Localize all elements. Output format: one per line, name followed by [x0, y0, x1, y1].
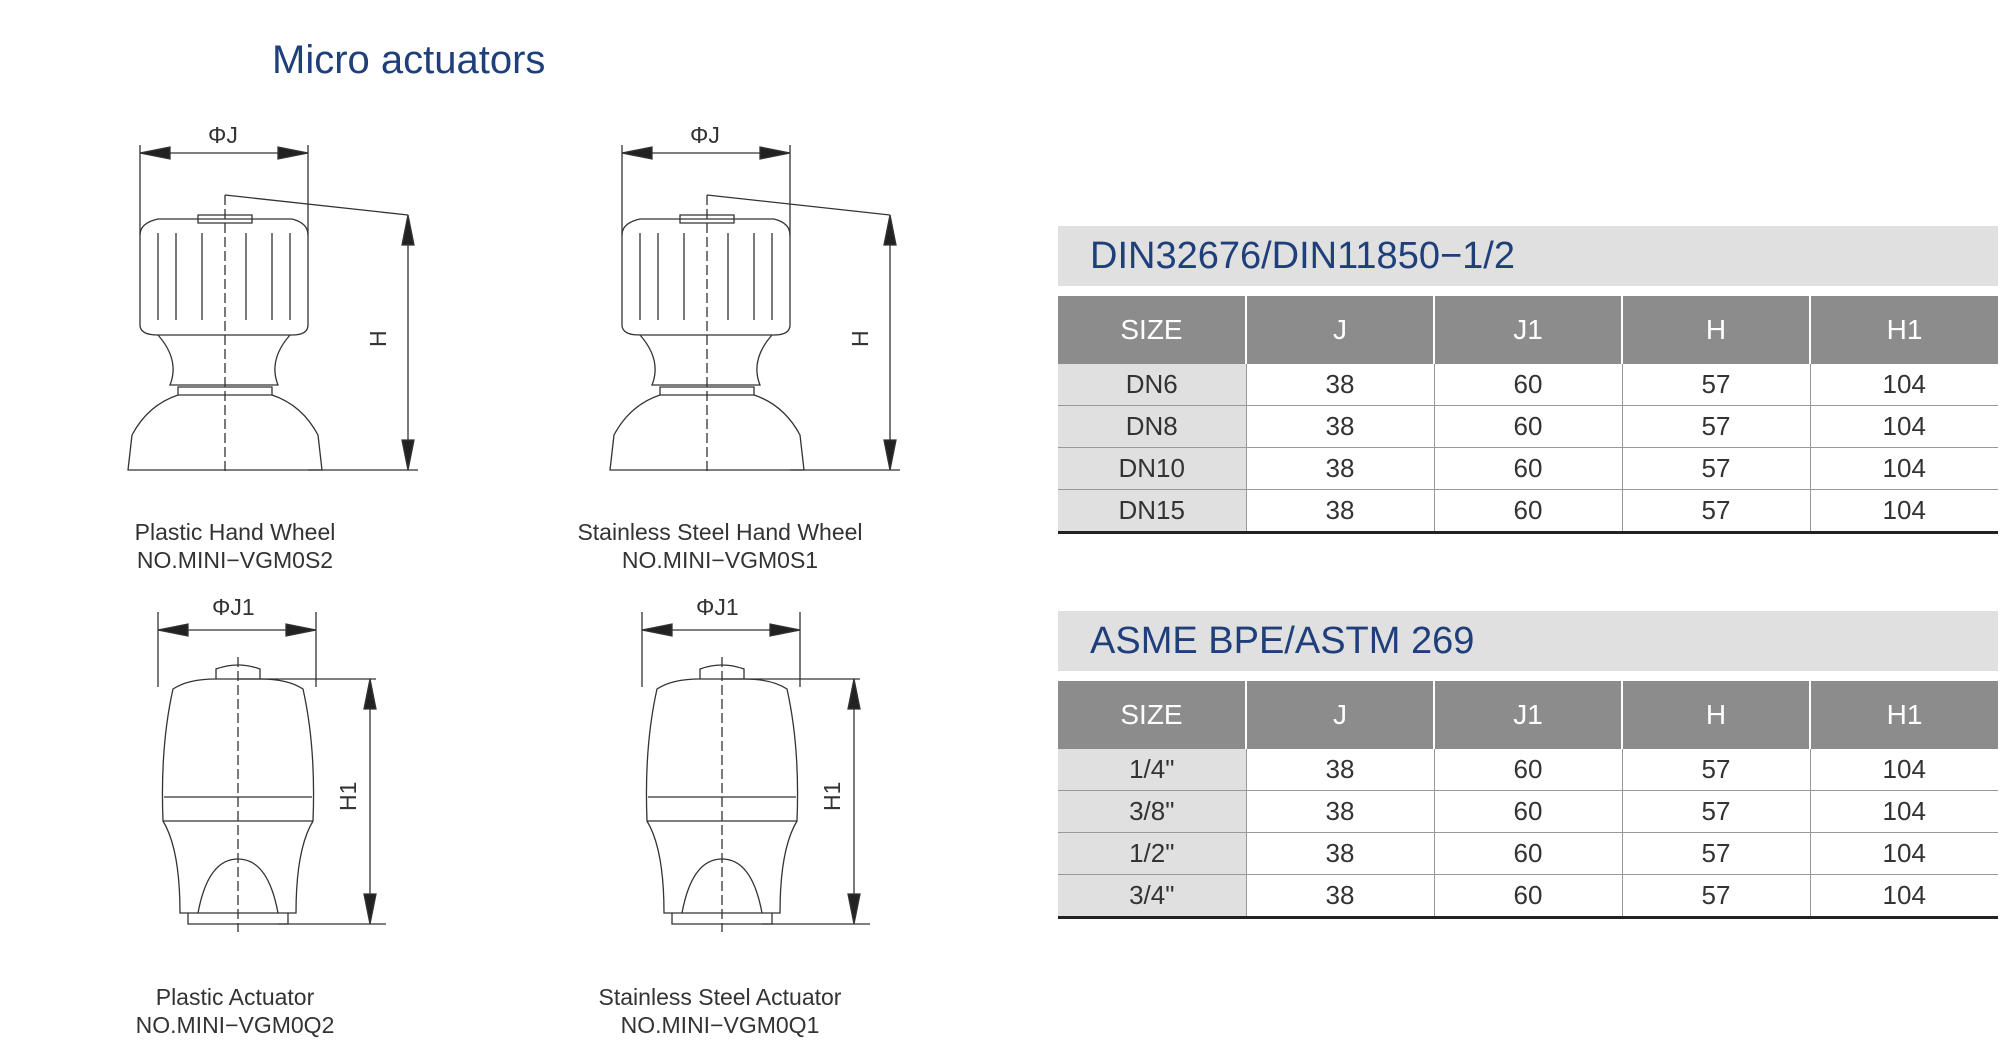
dim-j-label: ΦJ — [690, 122, 720, 148]
caption-plastic-hand-wheel — [100, 518, 370, 574]
table-header-row — [1058, 681, 1998, 749]
cell-size: 3/4" — [1058, 875, 1246, 918]
header-h1: H1 — [1810, 296, 1998, 364]
dim-j1-label: ΦJ1 — [696, 597, 739, 620]
cell-h: 57 — [1622, 749, 1810, 791]
din-size-table — [1058, 226, 1998, 534]
cell-j: 38 — [1246, 749, 1434, 791]
caption-model-number: NO.MINI−VGM0Q2 — [135, 1012, 335, 1038]
table-header-row — [1058, 296, 1998, 364]
cell-h1: 104 — [1810, 791, 1998, 833]
cell-h: 57 — [1622, 791, 1810, 833]
header-size: SIZE — [1058, 296, 1246, 364]
table-row — [1058, 406, 1998, 448]
header-j1: J1 — [1434, 296, 1622, 364]
stainless-actuator-drawing — [612, 597, 932, 942]
cell-j: 38 — [1246, 448, 1434, 490]
dimension-table — [1058, 681, 1998, 919]
cell-j1: 60 — [1434, 833, 1622, 875]
table-row — [1058, 448, 1998, 490]
header-j: J — [1246, 296, 1434, 364]
header-j1: J1 — [1434, 681, 1622, 749]
cell-j: 38 — [1246, 364, 1434, 406]
cell-size: DN15 — [1058, 490, 1246, 533]
cell-h: 57 — [1622, 448, 1810, 490]
asme-size-table — [1058, 611, 1998, 919]
caption-name: Plastic Hand Wheel — [134, 519, 336, 545]
cell-size: DN10 — [1058, 448, 1246, 490]
cell-j: 38 — [1246, 833, 1434, 875]
plastic-hand-wheel-drawing — [118, 115, 448, 485]
cell-h1: 104 — [1810, 364, 1998, 406]
cell-j1: 60 — [1434, 875, 1622, 918]
dim-h1-label: H1 — [335, 781, 361, 811]
caption-plastic-actuator — [100, 983, 370, 1039]
table-row — [1058, 875, 1998, 918]
cell-j: 38 — [1246, 875, 1434, 918]
cell-h: 57 — [1622, 364, 1810, 406]
cell-j1: 60 — [1434, 406, 1622, 448]
table-row — [1058, 749, 1998, 791]
dim-h1-label: H1 — [819, 781, 845, 811]
caption-name: Stainless Steel Actuator — [598, 984, 842, 1010]
cell-h1: 104 — [1810, 749, 1998, 791]
cell-j: 38 — [1246, 490, 1434, 533]
cell-size: 1/2" — [1058, 833, 1246, 875]
cell-h1: 104 — [1810, 833, 1998, 875]
table-title: ASME BPE/ASTM 269 — [1058, 611, 1998, 671]
header-j: J — [1246, 681, 1434, 749]
cell-size: 3/8" — [1058, 791, 1246, 833]
cell-size: DN8 — [1058, 406, 1246, 448]
table-row — [1058, 833, 1998, 875]
stainless-hand-wheel-drawing — [600, 115, 930, 485]
table-title: DIN32676/DIN11850−1/2 — [1058, 226, 1998, 286]
caption-name: Stainless Steel Hand Wheel — [577, 519, 863, 545]
cell-size: 1/4" — [1058, 749, 1246, 791]
caption-model-number: NO.MINI−VGM0S1 — [621, 547, 819, 573]
caption-name: Plastic Actuator — [155, 984, 315, 1010]
cell-j1: 60 — [1434, 791, 1622, 833]
cell-j1: 60 — [1434, 448, 1622, 490]
header-h1: H1 — [1810, 681, 1998, 749]
dim-j-label: ΦJ — [208, 122, 238, 148]
cell-h1: 104 — [1810, 490, 1998, 533]
cell-j1: 60 — [1434, 490, 1622, 533]
cell-j1: 60 — [1434, 749, 1622, 791]
cell-h: 57 — [1622, 833, 1810, 875]
dimension-table — [1058, 296, 1998, 534]
caption-model-number: NO.MINI−VGM0Q1 — [620, 1012, 820, 1038]
header-size: SIZE — [1058, 681, 1246, 749]
caption-stainless-hand-wheel — [560, 518, 880, 574]
dim-h-label: H — [847, 330, 873, 347]
dim-h-label: H — [365, 330, 391, 347]
caption-model-number: NO.MINI−VGM0S2 — [136, 547, 334, 573]
table-row — [1058, 364, 1998, 406]
cell-h1: 104 — [1810, 406, 1998, 448]
cell-h: 57 — [1622, 406, 1810, 448]
cell-h: 57 — [1622, 875, 1810, 918]
table-row — [1058, 791, 1998, 833]
cell-j1: 60 — [1434, 364, 1622, 406]
table-row — [1058, 490, 1998, 533]
cell-h1: 104 — [1810, 875, 1998, 918]
cell-h: 57 — [1622, 490, 1810, 533]
caption-stainless-actuator — [580, 983, 860, 1039]
cell-h1: 104 — [1810, 448, 1998, 490]
page-title: Micro actuators — [272, 38, 546, 82]
header-h: H — [1622, 681, 1810, 749]
dim-j1-label: ΦJ1 — [212, 597, 255, 620]
plastic-actuator-drawing — [128, 597, 448, 942]
header-h: H — [1622, 296, 1810, 364]
cell-size: DN6 — [1058, 364, 1246, 406]
cell-j: 38 — [1246, 791, 1434, 833]
cell-j: 38 — [1246, 406, 1434, 448]
